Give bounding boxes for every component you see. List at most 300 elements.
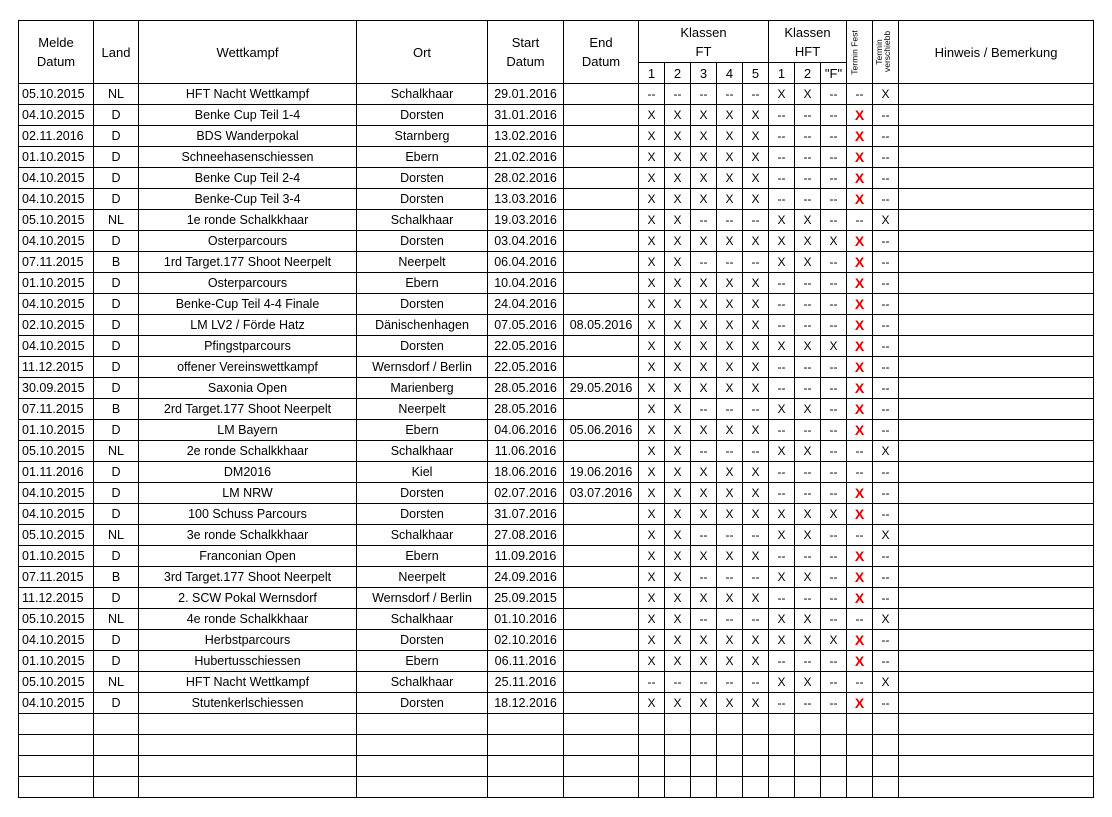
empty-cell[interactable] xyxy=(139,777,357,798)
cell-ort[interactable]: Ebern xyxy=(357,651,488,672)
cell-end-datum[interactable] xyxy=(564,126,639,147)
cell-end-datum[interactable] xyxy=(564,147,639,168)
cell-melde-datum[interactable]: 07.11.2015 xyxy=(19,399,94,420)
cell-hft-3[interactable]: -- xyxy=(821,609,847,630)
cell-hft-1[interactable]: -- xyxy=(769,588,795,609)
cell-ft-2[interactable]: X xyxy=(665,546,691,567)
cell-ft-4[interactable]: -- xyxy=(717,567,743,588)
cell-wettkampf[interactable]: 1e ronde Schalkkhaar xyxy=(139,210,357,231)
cell-termin-fest[interactable]: X xyxy=(847,693,873,714)
cell-start-datum[interactable]: 18.12.2016 xyxy=(488,693,564,714)
cell-ft-3[interactable]: X xyxy=(691,315,717,336)
cell-ft-5[interactable]: -- xyxy=(743,252,769,273)
cell-hft-3[interactable]: -- xyxy=(821,420,847,441)
cell-termin-verschiebb[interactable]: X xyxy=(873,84,899,105)
cell-ort[interactable]: Dorsten xyxy=(357,168,488,189)
cell-hinweis[interactable] xyxy=(899,630,1094,651)
cell-hft-1[interactable]: X xyxy=(769,252,795,273)
cell-hft-2[interactable]: -- xyxy=(795,588,821,609)
cell-hinweis[interactable] xyxy=(899,210,1094,231)
cell-ft-2[interactable]: -- xyxy=(665,84,691,105)
cell-termin-verschiebb[interactable]: -- xyxy=(873,651,899,672)
cell-end-datum[interactable] xyxy=(564,525,639,546)
cell-ft-2[interactable]: X xyxy=(665,588,691,609)
cell-termin-verschiebb[interactable]: -- xyxy=(873,630,899,651)
cell-land[interactable]: D xyxy=(94,315,139,336)
cell-ft-2[interactable]: X xyxy=(665,315,691,336)
empty-cell[interactable] xyxy=(717,714,743,735)
cell-ft-4[interactable]: X xyxy=(717,357,743,378)
cell-wettkampf[interactable]: DM2016 xyxy=(139,462,357,483)
cell-hinweis[interactable] xyxy=(899,441,1094,462)
empty-cell[interactable] xyxy=(821,735,847,756)
cell-ft-4[interactable]: X xyxy=(717,420,743,441)
empty-cell[interactable] xyxy=(691,735,717,756)
cell-end-datum[interactable] xyxy=(564,504,639,525)
empty-cell[interactable] xyxy=(665,735,691,756)
cell-hinweis[interactable] xyxy=(899,693,1094,714)
cell-ft-3[interactable]: X xyxy=(691,630,717,651)
cell-hft-3[interactable]: -- xyxy=(821,105,847,126)
cell-ft-1[interactable]: X xyxy=(639,147,665,168)
cell-ort[interactable]: Neerpelt xyxy=(357,252,488,273)
cell-hft-1[interactable]: X xyxy=(769,609,795,630)
cell-hinweis[interactable] xyxy=(899,504,1094,525)
cell-ft-4[interactable]: X xyxy=(717,189,743,210)
cell-melde-datum[interactable]: 04.10.2015 xyxy=(19,693,94,714)
cell-land[interactable]: D xyxy=(94,168,139,189)
cell-end-datum[interactable]: 08.05.2016 xyxy=(564,315,639,336)
cell-melde-datum[interactable]: 05.10.2015 xyxy=(19,525,94,546)
cell-melde-datum[interactable]: 04.10.2015 xyxy=(19,630,94,651)
cell-ft-3[interactable]: X xyxy=(691,462,717,483)
cell-termin-verschiebb[interactable]: -- xyxy=(873,168,899,189)
cell-ft-1[interactable]: -- xyxy=(639,84,665,105)
cell-hft-3[interactable]: -- xyxy=(821,525,847,546)
cell-ort[interactable]: Neerpelt xyxy=(357,399,488,420)
empty-cell[interactable] xyxy=(795,714,821,735)
cell-ft-2[interactable]: X xyxy=(665,609,691,630)
cell-ft-2[interactable]: X xyxy=(665,294,691,315)
cell-hft-1[interactable]: X xyxy=(769,441,795,462)
cell-wettkampf[interactable]: Franconian Open xyxy=(139,546,357,567)
cell-termin-fest[interactable]: -- xyxy=(847,525,873,546)
cell-hft-1[interactable]: -- xyxy=(769,147,795,168)
cell-ft-1[interactable]: X xyxy=(639,126,665,147)
cell-ft-5[interactable]: -- xyxy=(743,525,769,546)
empty-cell[interactable] xyxy=(19,756,94,777)
cell-land[interactable]: D xyxy=(94,336,139,357)
cell-ft-2[interactable]: X xyxy=(665,210,691,231)
cell-end-datum[interactable] xyxy=(564,210,639,231)
cell-ft-1[interactable]: -- xyxy=(639,672,665,693)
cell-ft-2[interactable]: X xyxy=(665,126,691,147)
cell-wettkampf[interactable]: 2e ronde Schalkkhaar xyxy=(139,441,357,462)
cell-land[interactable]: D xyxy=(94,105,139,126)
empty-cell[interactable] xyxy=(743,714,769,735)
cell-ft-4[interactable]: X xyxy=(717,147,743,168)
cell-ft-3[interactable]: X xyxy=(691,189,717,210)
cell-ft-4[interactable]: X xyxy=(717,546,743,567)
cell-wettkampf[interactable]: Osterparcours xyxy=(139,273,357,294)
empty-cell[interactable] xyxy=(717,777,743,798)
cell-start-datum[interactable]: 21.02.2016 xyxy=(488,147,564,168)
empty-cell[interactable] xyxy=(19,735,94,756)
cell-ft-5[interactable]: X xyxy=(743,294,769,315)
cell-end-datum[interactable]: 29.05.2016 xyxy=(564,378,639,399)
cell-ft-4[interactable]: X xyxy=(717,693,743,714)
cell-hinweis[interactable] xyxy=(899,357,1094,378)
cell-ft-3[interactable]: X xyxy=(691,294,717,315)
cell-ft-3[interactable]: -- xyxy=(691,252,717,273)
empty-cell[interactable] xyxy=(639,735,665,756)
cell-land[interactable]: NL xyxy=(94,84,139,105)
cell-wettkampf[interactable]: 3e ronde Schalkkhaar xyxy=(139,525,357,546)
cell-ft-3[interactable]: X xyxy=(691,651,717,672)
cell-termin-fest[interactable]: X xyxy=(847,588,873,609)
empty-cell[interactable] xyxy=(795,756,821,777)
cell-ft-1[interactable]: X xyxy=(639,441,665,462)
cell-hft-2[interactable]: X xyxy=(795,525,821,546)
cell-start-datum[interactable]: 07.05.2016 xyxy=(488,315,564,336)
empty-cell[interactable] xyxy=(488,714,564,735)
cell-wettkampf[interactable]: LM NRW xyxy=(139,483,357,504)
cell-ft-1[interactable]: X xyxy=(639,609,665,630)
cell-wettkampf[interactable]: LM LV2 / Förde Hatz xyxy=(139,315,357,336)
empty-cell[interactable] xyxy=(665,756,691,777)
cell-termin-fest[interactable]: X xyxy=(847,273,873,294)
empty-cell[interactable] xyxy=(899,735,1094,756)
cell-land[interactable]: D xyxy=(94,126,139,147)
cell-ft-4[interactable]: X xyxy=(717,336,743,357)
cell-hft-2[interactable]: -- xyxy=(795,168,821,189)
empty-cell[interactable] xyxy=(691,756,717,777)
cell-hft-3[interactable]: -- xyxy=(821,567,847,588)
cell-end-datum[interactable] xyxy=(564,189,639,210)
cell-ft-4[interactable]: X xyxy=(717,273,743,294)
cell-wettkampf[interactable]: HFT Nacht Wettkampf xyxy=(139,84,357,105)
empty-cell[interactable] xyxy=(357,735,488,756)
cell-ft-2[interactable]: X xyxy=(665,483,691,504)
cell-termin-fest[interactable]: X xyxy=(847,546,873,567)
cell-melde-datum[interactable]: 04.10.2015 xyxy=(19,483,94,504)
cell-ort[interactable]: Schalkhaar xyxy=(357,441,488,462)
cell-termin-fest[interactable]: X xyxy=(847,147,873,168)
empty-cell[interactable] xyxy=(19,714,94,735)
cell-ort[interactable]: Schalkhaar xyxy=(357,210,488,231)
cell-ft-5[interactable]: -- xyxy=(743,84,769,105)
cell-ft-1[interactable]: X xyxy=(639,546,665,567)
cell-start-datum[interactable]: 24.09.2016 xyxy=(488,567,564,588)
cell-termin-verschiebb[interactable]: -- xyxy=(873,588,899,609)
cell-ft-4[interactable]: X xyxy=(717,126,743,147)
cell-ft-5[interactable]: X xyxy=(743,126,769,147)
cell-end-datum[interactable] xyxy=(564,567,639,588)
cell-ft-2[interactable]: X xyxy=(665,630,691,651)
cell-melde-datum[interactable]: 02.10.2015 xyxy=(19,315,94,336)
cell-wettkampf[interactable]: Benke Cup Teil 2-4 xyxy=(139,168,357,189)
cell-ort[interactable]: Dorsten xyxy=(357,189,488,210)
cell-hft-2[interactable]: -- xyxy=(795,126,821,147)
cell-hft-2[interactable]: -- xyxy=(795,651,821,672)
cell-ft-2[interactable]: X xyxy=(665,273,691,294)
empty-cell[interactable] xyxy=(639,714,665,735)
cell-hft-1[interactable]: -- xyxy=(769,651,795,672)
cell-melde-datum[interactable]: 04.10.2015 xyxy=(19,168,94,189)
cell-end-datum[interactable] xyxy=(564,588,639,609)
cell-ft-3[interactable]: X xyxy=(691,105,717,126)
cell-termin-verschiebb[interactable]: -- xyxy=(873,105,899,126)
cell-termin-verschiebb[interactable]: X xyxy=(873,525,899,546)
cell-melde-datum[interactable]: 04.10.2015 xyxy=(19,189,94,210)
empty-cell[interactable] xyxy=(357,777,488,798)
cell-land[interactable]: D xyxy=(94,147,139,168)
cell-termin-fest[interactable]: X xyxy=(847,567,873,588)
cell-ort[interactable]: Ebern xyxy=(357,546,488,567)
cell-ft-2[interactable]: -- xyxy=(665,672,691,693)
empty-cell[interactable] xyxy=(639,777,665,798)
cell-hft-2[interactable]: -- xyxy=(795,147,821,168)
cell-hinweis[interactable] xyxy=(899,399,1094,420)
cell-ft-5[interactable]: -- xyxy=(743,609,769,630)
cell-ft-3[interactable]: -- xyxy=(691,441,717,462)
cell-hft-3[interactable]: -- xyxy=(821,357,847,378)
cell-melde-datum[interactable]: 04.10.2015 xyxy=(19,336,94,357)
cell-ft-4[interactable]: X xyxy=(717,462,743,483)
empty-cell[interactable] xyxy=(821,756,847,777)
cell-melde-datum[interactable]: 07.11.2015 xyxy=(19,567,94,588)
empty-cell[interactable] xyxy=(691,714,717,735)
cell-termin-verschiebb[interactable]: -- xyxy=(873,252,899,273)
cell-melde-datum[interactable]: 05.10.2015 xyxy=(19,609,94,630)
cell-melde-datum[interactable]: 05.10.2015 xyxy=(19,84,94,105)
cell-ft-1[interactable]: X xyxy=(639,252,665,273)
cell-ft-4[interactable]: X xyxy=(717,504,743,525)
cell-termin-fest[interactable]: X xyxy=(847,105,873,126)
cell-end-datum[interactable] xyxy=(564,294,639,315)
cell-hft-3[interactable]: X xyxy=(821,630,847,651)
cell-wettkampf[interactable]: 2rd Target.177 Shoot Neerpelt xyxy=(139,399,357,420)
empty-cell[interactable] xyxy=(357,714,488,735)
cell-ft-2[interactable]: X xyxy=(665,462,691,483)
cell-wettkampf[interactable]: Benke Cup Teil 1-4 xyxy=(139,105,357,126)
cell-start-datum[interactable]: 29.01.2016 xyxy=(488,84,564,105)
cell-start-datum[interactable]: 28.05.2016 xyxy=(488,378,564,399)
cell-ort[interactable]: Dorsten xyxy=(357,231,488,252)
empty-cell[interactable] xyxy=(691,777,717,798)
cell-hft-1[interactable]: -- xyxy=(769,315,795,336)
cell-land[interactable]: D xyxy=(94,630,139,651)
cell-hft-2[interactable]: X xyxy=(795,609,821,630)
cell-ft-4[interactable]: X xyxy=(717,588,743,609)
cell-hft-3[interactable]: -- xyxy=(821,168,847,189)
cell-termin-fest[interactable]: X xyxy=(847,420,873,441)
cell-hft-1[interactable]: X xyxy=(769,525,795,546)
cell-start-datum[interactable]: 22.05.2016 xyxy=(488,357,564,378)
empty-cell[interactable] xyxy=(743,756,769,777)
cell-start-datum[interactable]: 02.07.2016 xyxy=(488,483,564,504)
empty-cell[interactable] xyxy=(847,777,873,798)
cell-ft-1[interactable]: X xyxy=(639,651,665,672)
cell-wettkampf[interactable]: 100 Schuss Parcours xyxy=(139,504,357,525)
cell-start-datum[interactable]: 28.05.2016 xyxy=(488,399,564,420)
cell-wettkampf[interactable]: Schneehasenschiessen xyxy=(139,147,357,168)
cell-termin-verschiebb[interactable]: X xyxy=(873,441,899,462)
empty-cell[interactable] xyxy=(665,714,691,735)
cell-termin-verschiebb[interactable]: -- xyxy=(873,357,899,378)
empty-cell[interactable] xyxy=(564,714,639,735)
cell-hft-2[interactable]: X xyxy=(795,504,821,525)
cell-termin-fest[interactable]: -- xyxy=(847,462,873,483)
cell-melde-datum[interactable]: 05.10.2015 xyxy=(19,210,94,231)
cell-ft-5[interactable]: X xyxy=(743,189,769,210)
cell-hft-3[interactable]: X xyxy=(821,231,847,252)
cell-land[interactable]: B xyxy=(94,252,139,273)
cell-termin-verschiebb[interactable]: -- xyxy=(873,399,899,420)
cell-termin-fest[interactable]: X xyxy=(847,399,873,420)
empty-cell[interactable] xyxy=(821,777,847,798)
cell-ft-2[interactable]: X xyxy=(665,231,691,252)
cell-ft-4[interactable]: -- xyxy=(717,210,743,231)
cell-melde-datum[interactable]: 01.10.2015 xyxy=(19,420,94,441)
cell-termin-verschiebb[interactable]: -- xyxy=(873,294,899,315)
cell-wettkampf[interactable]: 2. SCW Pokal Wernsdorf xyxy=(139,588,357,609)
cell-melde-datum[interactable]: 04.10.2015 xyxy=(19,231,94,252)
empty-cell[interactable] xyxy=(94,735,139,756)
cell-wettkampf[interactable]: Benke-Cup Teil 4-4 Finale xyxy=(139,294,357,315)
cell-termin-verschiebb[interactable]: -- xyxy=(873,693,899,714)
cell-end-datum[interactable] xyxy=(564,357,639,378)
cell-termin-verschiebb[interactable]: -- xyxy=(873,546,899,567)
cell-hft-3[interactable]: -- xyxy=(821,273,847,294)
cell-start-datum[interactable]: 13.02.2016 xyxy=(488,126,564,147)
cell-start-datum[interactable]: 24.04.2016 xyxy=(488,294,564,315)
cell-ft-2[interactable]: X xyxy=(665,252,691,273)
cell-hft-3[interactable]: -- xyxy=(821,651,847,672)
cell-melde-datum[interactable]: 04.10.2015 xyxy=(19,105,94,126)
cell-start-datum[interactable]: 31.07.2016 xyxy=(488,504,564,525)
cell-hft-2[interactable]: X xyxy=(795,672,821,693)
cell-end-datum[interactable] xyxy=(564,84,639,105)
cell-hinweis[interactable] xyxy=(899,105,1094,126)
cell-ft-5[interactable]: X xyxy=(743,504,769,525)
cell-ort[interactable]: Ebern xyxy=(357,273,488,294)
cell-ft-2[interactable]: X xyxy=(665,357,691,378)
cell-ft-3[interactable]: X xyxy=(691,126,717,147)
empty-cell[interactable] xyxy=(564,756,639,777)
cell-ft-5[interactable]: X xyxy=(743,378,769,399)
cell-hft-3[interactable]: -- xyxy=(821,483,847,504)
cell-end-datum[interactable] xyxy=(564,168,639,189)
empty-cell[interactable] xyxy=(94,714,139,735)
cell-hft-1[interactable]: X xyxy=(769,231,795,252)
cell-ft-3[interactable]: X xyxy=(691,588,717,609)
cell-ft-4[interactable]: -- xyxy=(717,84,743,105)
empty-cell[interactable] xyxy=(94,777,139,798)
empty-cell[interactable] xyxy=(639,756,665,777)
empty-cell[interactable] xyxy=(139,756,357,777)
cell-hft-3[interactable]: -- xyxy=(821,252,847,273)
cell-termin-fest[interactable]: X xyxy=(847,483,873,504)
cell-end-datum[interactable]: 05.06.2016 xyxy=(564,420,639,441)
cell-ft-5[interactable]: -- xyxy=(743,441,769,462)
cell-ft-5[interactable]: X xyxy=(743,693,769,714)
cell-end-datum[interactable] xyxy=(564,630,639,651)
cell-ort[interactable]: Dänischenhagen xyxy=(357,315,488,336)
cell-termin-verschiebb[interactable]: -- xyxy=(873,420,899,441)
cell-melde-datum[interactable]: 04.10.2015 xyxy=(19,294,94,315)
cell-hft-1[interactable]: -- xyxy=(769,483,795,504)
cell-ft-3[interactable]: X xyxy=(691,168,717,189)
cell-ft-2[interactable]: X xyxy=(665,336,691,357)
cell-termin-fest[interactable]: X xyxy=(847,126,873,147)
empty-cell[interactable] xyxy=(873,777,899,798)
cell-termin-verschiebb[interactable]: -- xyxy=(873,567,899,588)
cell-ort[interactable]: Wernsdorf / Berlin xyxy=(357,357,488,378)
cell-hft-3[interactable]: -- xyxy=(821,399,847,420)
cell-hinweis[interactable] xyxy=(899,315,1094,336)
cell-land[interactable]: NL xyxy=(94,672,139,693)
cell-hft-2[interactable]: X xyxy=(795,630,821,651)
cell-ft-5[interactable]: X xyxy=(743,357,769,378)
cell-hinweis[interactable] xyxy=(899,189,1094,210)
cell-ft-1[interactable]: X xyxy=(639,231,665,252)
cell-ft-1[interactable]: X xyxy=(639,210,665,231)
cell-ort[interactable]: Kiel xyxy=(357,462,488,483)
cell-ft-3[interactable]: -- xyxy=(691,609,717,630)
cell-ft-3[interactable]: X xyxy=(691,273,717,294)
cell-wettkampf[interactable]: Hubertusschiessen xyxy=(139,651,357,672)
cell-hinweis[interactable] xyxy=(899,462,1094,483)
empty-cell[interactable] xyxy=(847,735,873,756)
cell-hinweis[interactable] xyxy=(899,294,1094,315)
cell-hft-2[interactable]: -- xyxy=(795,420,821,441)
cell-ort[interactable]: Dorsten xyxy=(357,693,488,714)
cell-ft-1[interactable]: X xyxy=(639,273,665,294)
cell-end-datum[interactable]: 03.07.2016 xyxy=(564,483,639,504)
empty-cell[interactable] xyxy=(139,735,357,756)
empty-cell[interactable] xyxy=(717,756,743,777)
cell-land[interactable]: NL xyxy=(94,210,139,231)
cell-land[interactable]: D xyxy=(94,420,139,441)
cell-hft-2[interactable]: X xyxy=(795,399,821,420)
cell-ft-1[interactable]: X xyxy=(639,630,665,651)
empty-cell[interactable] xyxy=(847,756,873,777)
empty-cell[interactable] xyxy=(743,735,769,756)
cell-start-datum[interactable]: 06.04.2016 xyxy=(488,252,564,273)
cell-land[interactable]: B xyxy=(94,567,139,588)
cell-ft-3[interactable]: X xyxy=(691,693,717,714)
cell-hft-2[interactable]: -- xyxy=(795,315,821,336)
cell-melde-datum[interactable]: 05.10.2015 xyxy=(19,441,94,462)
cell-wettkampf[interactable]: Osterparcours xyxy=(139,231,357,252)
cell-land[interactable]: D xyxy=(94,273,139,294)
cell-start-datum[interactable]: 25.09.2015 xyxy=(488,588,564,609)
cell-start-datum[interactable]: 01.10.2016 xyxy=(488,609,564,630)
cell-melde-datum[interactable]: 05.10.2015 xyxy=(19,672,94,693)
cell-ort[interactable]: Wernsdorf / Berlin xyxy=(357,588,488,609)
cell-hft-1[interactable]: X xyxy=(769,399,795,420)
empty-cell[interactable] xyxy=(899,756,1094,777)
empty-cell[interactable] xyxy=(899,777,1094,798)
cell-ft-1[interactable]: X xyxy=(639,525,665,546)
cell-termin-fest[interactable]: X xyxy=(847,294,873,315)
cell-termin-verschiebb[interactable]: X xyxy=(873,210,899,231)
cell-start-datum[interactable]: 22.05.2016 xyxy=(488,336,564,357)
cell-termin-fest[interactable]: -- xyxy=(847,609,873,630)
cell-ft-3[interactable]: X xyxy=(691,336,717,357)
cell-hft-3[interactable]: X xyxy=(821,504,847,525)
